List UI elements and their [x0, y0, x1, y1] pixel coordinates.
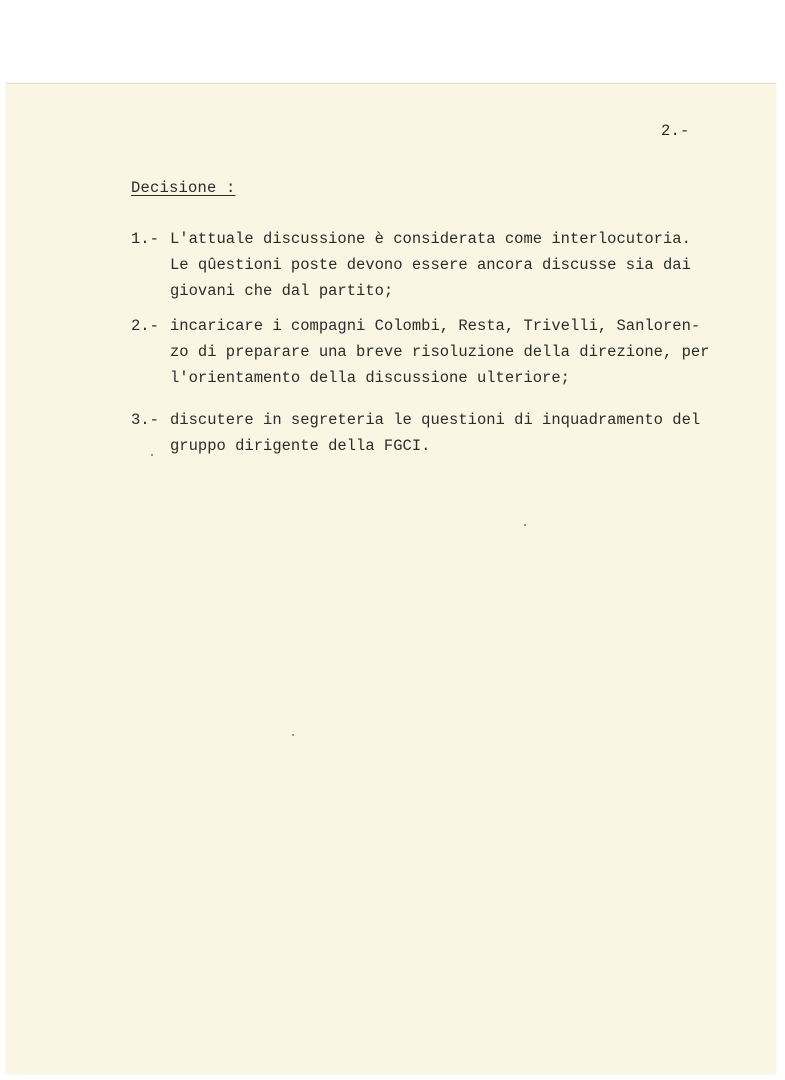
decision-heading: Decisione : [131, 179, 236, 197]
item-line: incaricare i compagni Colombi, Resta, Trivelli, Sanloren- [170, 317, 701, 335]
paper-speck [524, 524, 526, 526]
item-number: 3.- [131, 411, 159, 429]
item-line: L'attuale discussione è considerata come interlocutoria. [170, 230, 691, 248]
item-line: zo di preparare una breve risoluzione della direzione, per [170, 343, 710, 361]
item-line: Le qûestioni poste devono essere ancora discusse sia dai [170, 256, 691, 274]
item-line: discutere in segreteria le questioni di inquadramento del [170, 411, 701, 429]
item-line: l'orientamento della discussione ulteriore; [170, 369, 570, 387]
page-number: 2.- [661, 122, 690, 140]
item-number: 2.- [131, 317, 159, 335]
paper-speck [151, 454, 153, 456]
paper-sheet [6, 83, 776, 1074]
paper-speck [292, 734, 294, 736]
item-number: 1.- [131, 230, 159, 248]
item-line: gruppo dirigente della FGCI. [170, 437, 431, 455]
item-line: giovani che dal partito; [170, 282, 394, 300]
